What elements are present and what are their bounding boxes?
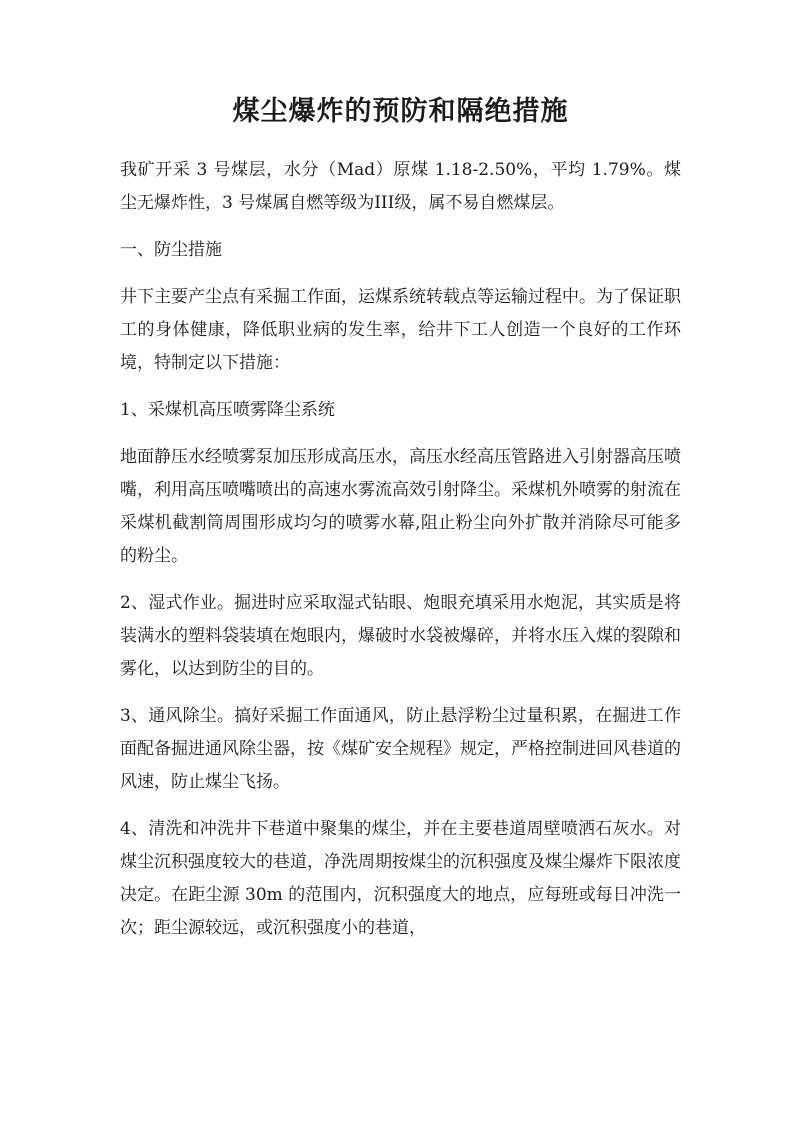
paragraph-dust-sources: 井下主要产尘点有采掘工作面，运煤系统转载点等运输过程中。为了保证职工的身体健康，降低职业病的发生率，给井下工人创造一个良好的工作环境，特制定以下措施： [120,287,681,373]
document-title: 煤尘爆炸的预防和隔绝措施 [232,96,569,127]
paragraph-coal-seam-info: 我矿开采 3 号煤层，水分（Mad）原煤 1.18-2.50%，平均 1.79%。煤尘无爆炸性，3 号煤属自燃等级为III级，属不易自燃煤层。 [120,160,681,213]
item-heading-shearer-spray: 1、采煤机高压喷雾降尘系统 [120,400,335,420]
paragraph-roadway-washing: 4、清洗和冲洗井下巷道中聚集的煤尘，并在主要巷道周壁喷洒石灰水。对煤尘沉积强度较大的巷道，净洗周期按煤尘的沉积强度及煤尘爆炸下限浓度决定。在距尘源 30m 的范围内，沉积强度大的地点，应每班或每日冲洗一次；距尘源较远，或沉积强度小的巷道， [120,819,681,938]
section-heading-dust-prevention: 一、防尘措施 [120,240,222,260]
paragraph-shearer-spray: 地面静压水经喷雾泵加压形成高压水，高压水经高压管路进入引射器高压喷嘴，利用高压喷嘴喷出的高速水雾流高效引射降尘。采煤机外喷雾的射流在采煤机截割筒周围形成均匀的喷雾水幕,阻止粉尘向外扩散并消除尽可能多的粉尘。 [120,447,681,566]
paragraph-ventilation: 3、通风除尘。搞好采掘工作面通风，防止悬浮粉尘过量积累，在掘进工作面配备掘进通风除尘器，按《煤矿安全规程》规定，严格控制进回风巷道的风速，防止煤尘飞扬。 [120,706,681,792]
paragraph-wet-operation: 2、湿式作业。掘进时应采取湿式钻眼、炮眼充填采用水炮泥，其实质是将装满水的塑料袋装填在炮眼内，爆破时水袋被爆碎，并将水压入煤的裂隙和雾化，以达到防尘的目的。 [120,593,681,679]
